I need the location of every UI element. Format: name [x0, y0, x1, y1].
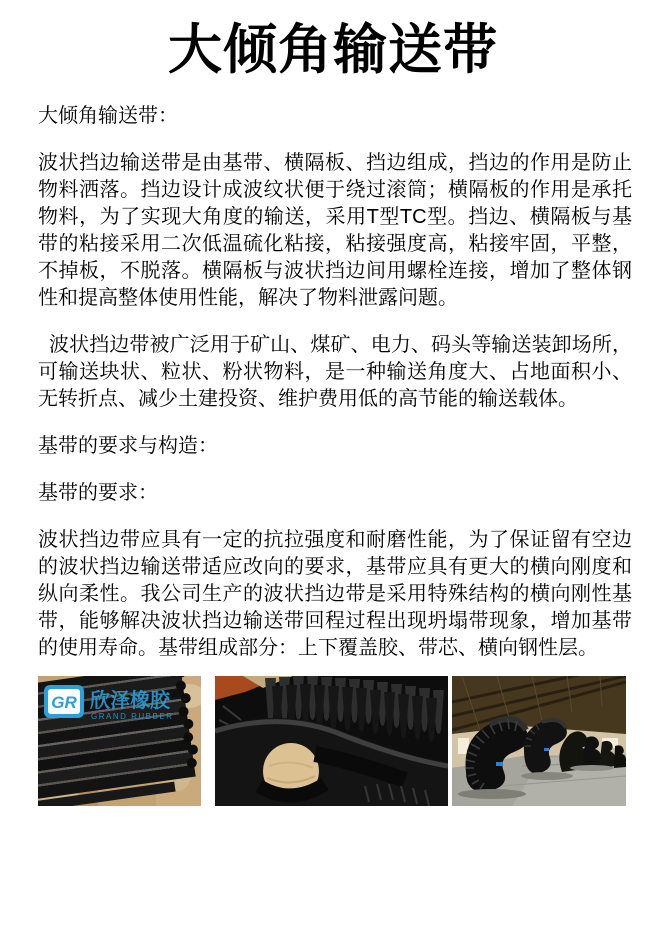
product-images-row [38, 676, 666, 806]
paragraph-base-belt-description: 波状挡边带应具有一定的抗拉强度和耐磨性能，为了保证留有空边的波状挡边输送带适应改向的要求，基带应具有更大的横向刚度和纵向柔性。我公司生产的波状挡边带是采用特殊结构的横向刚性基带，能够解决波状挡边输送带回程过程出现坍塌带现象，增加基带的使用寿命。基带组成部分：上下覆盖胶、带芯、横向钢性层。 [38, 528, 632, 659]
blue-tag [496, 762, 503, 766]
logo-chinese-name: 欣泽橡胶 [90, 689, 170, 712]
article-body [0, 103, 666, 662]
product-photo-belt-loop [215, 676, 448, 806]
page-title: 大倾角输送带 [168, 20, 498, 80]
heading-base-belt-requirements: 基带的要求： [38, 481, 158, 504]
intro-label: 大倾角输送带： [38, 104, 178, 127]
grand-rubber-logo-icon [44, 685, 173, 721]
page [0, 18, 666, 948]
logo-monogram: GR [51, 692, 77, 712]
paragraph-composition: 波状挡边输送带是由基带、横隔板、挡边组成，挡边的作用是防止物料洒落。挡边设计成波纹状便于绕过滚筒；横隔板的作用是承托物料，为了实现大角度的输送，采用T型TC型。挡边、横隔板与基带的粘接采用二次低温硫化粘接，粘接强度高，粘接牢固，平整，不掉板，不脱落。横隔板与波状挡边间用螺栓连接，增加了整体钢性和提高整体使用性能，解决了物料泄露问题。 [38, 151, 632, 309]
product-photo-factory-rows [452, 676, 626, 806]
heading-base-belt-requirements-structure: 基带的要求与构造： [38, 434, 218, 457]
paragraph-applications: 波状挡边带被广泛用于矿山、煤矿、电力、码头等输送装卸场所，可输送块状、粒状、粉状物料，是一种输送角度大、占地面积小、无转折点、减少土建投资、维护费用低的高节能的输送载体。 [38, 333, 632, 410]
logo-english-name: GRAND RUBBER [91, 711, 174, 721]
product-photo-sidewall-strips [38, 676, 201, 806]
